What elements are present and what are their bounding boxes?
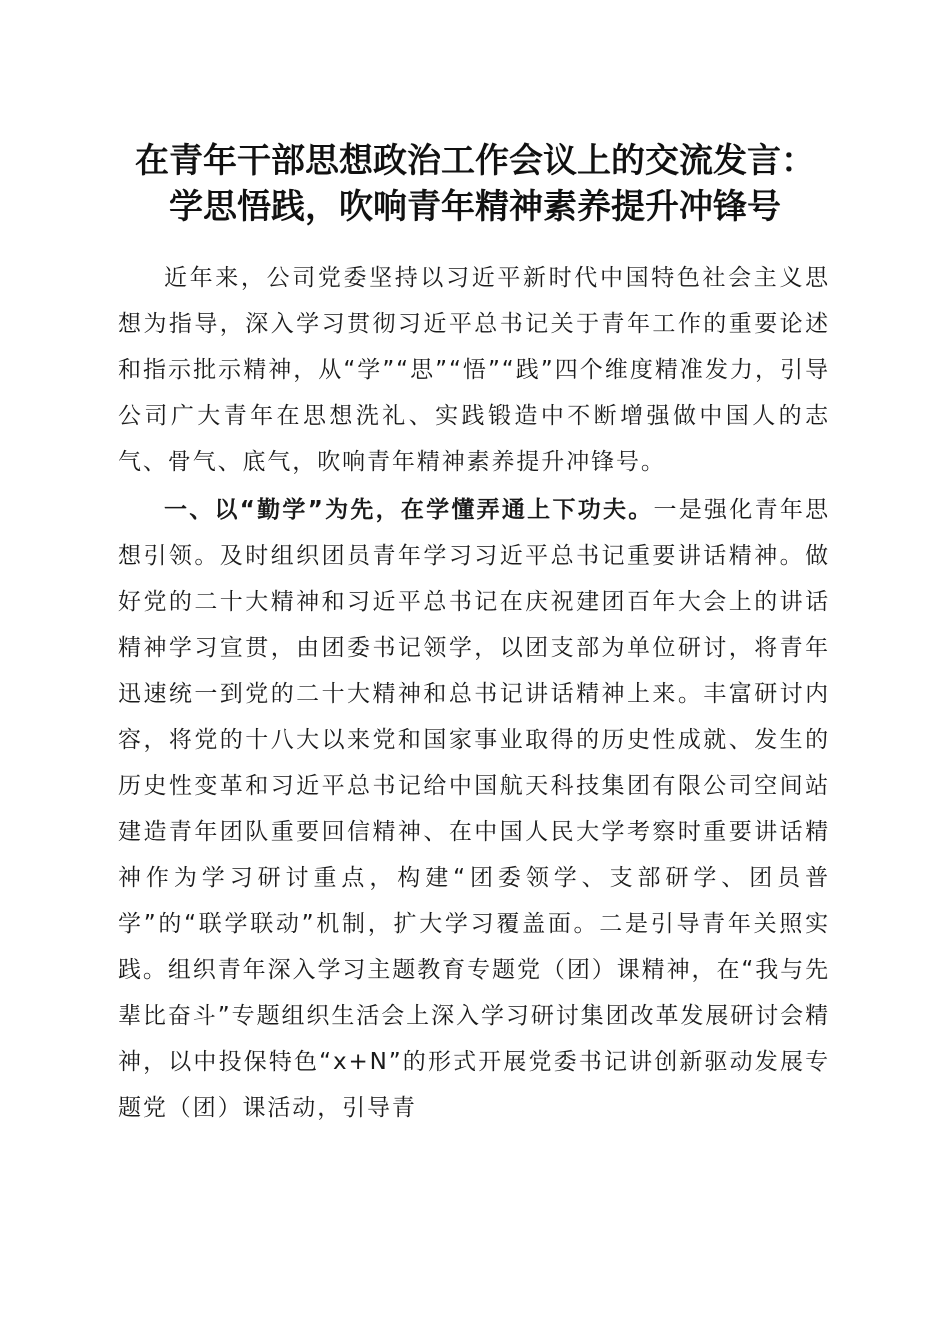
section-1-body: 一是强化青年思想引领。及时组织团员青年学习习近平总书记重要讲话精神。做好党的二十大精神和习近平总书记在庆祝建团百年大会上的讲话精神学习宣贯，由团委书记领学，以团支部为单位研讨，将青年迅速统一到党的二十大精神和总书记讲话精神上来。丰富研讨内容，将党的十八大以来党和国家事业取得的历史性成就、发生的历史性变革和习近平总书记给中国航天科技集团有限公司空间站建造青年团队重要回信精神、在中国人民大学考察时重要讲话精神作为学习研讨重点，构建“团委领学、支部研学、团员普学”的“联学联动”机制，扩大学习覆盖面。二是引导青年关照实践。组织青年深入学习主题教育专题党（团）课精神，在“我与先辈比奋斗”专题组织生活会上深入学习研讨集团改革发展研讨会精神，以中投保特色“x+N”的形式开展党委书记讲创新驱动发展专题党（团）课活动，引导青 [118, 497, 830, 1121]
intro-paragraph: 近年来，公司党委坚持以习近平新时代中国特色社会主义思想为指导，深入学习贯彻习近平总书记关于青年工作的重要论述和指示批示精神，从“学”“思”“悟”“践”四个维度精准发力，引导公司广大青年在思想洗礼、实践锻造中不断增强做中国人的志气、骨气、底气，吹响青年精神素养提升冲锋号。 [118, 265, 830, 475]
section-1-heading: 一、以“勤学”为先，在学懂弄通上下功夫。 [164, 497, 654, 523]
title-line-2: 学思悟践，吹响青年精神素养提升冲锋号 [169, 187, 781, 227]
title-line-1: 在青年干部思想政治工作会议上的交流发言： [135, 141, 815, 181]
document-body [118, 255, 830, 1131]
document-title [100, 138, 850, 230]
section-1-paragraph [118, 487, 830, 1131]
